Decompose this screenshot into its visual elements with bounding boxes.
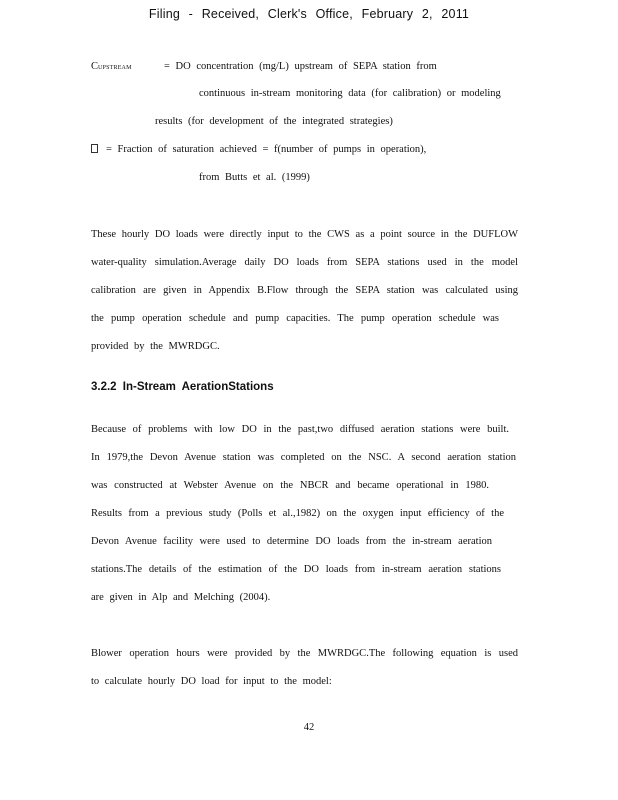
paragraph-1-line: water-quality simulation.Average daily DO loads from SEPA stations used in the model: [91, 257, 518, 268]
filing-header: Filing - Received, Clerk's Office, February 2, 2011: [148, 7, 470, 21]
paragraph-2-line: In 1979,the Devon Avenue station was completed on the NSC. A second aeration station: [91, 452, 516, 463]
section-heading: 3.2.2 In-Stream AerationStations: [91, 381, 274, 393]
page-number: 42: [303, 722, 315, 733]
c-upstream-term: [91, 61, 132, 72]
paragraph-3-line: Blower operation hours were provided by the MWRDGC.The following equation is used: [91, 648, 518, 659]
paragraph-2-line: Results from a previous study (Polls et al.,1982) on the oxygen input efficiency of the: [91, 508, 504, 519]
paragraph-2-line: are given in Alp and Melching (2004).: [91, 592, 271, 603]
paragraph-1-line: calibration are given in Appendix B.Flow through the SEPA station was calculated using: [91, 285, 518, 296]
c-upstream-def-line-1: = DO concentration (mg/L) upstream of SEPA station from: [164, 61, 437, 72]
c-upstream-def-line-2: continuous in-stream monitoring data (for calibration) or modeling: [199, 88, 501, 99]
paragraph-2-line: Devon Avenue facility were used to determine DO loads from the in-stream aeration: [91, 536, 492, 547]
c-upstream-subscript: UPSTREAM: [98, 65, 132, 71]
fraction-def-line-2: from Butts et al. (1999): [199, 172, 310, 183]
paragraph-1-line: These hourly DO loads were directly input to the CWS as a point source in the DUFLOW: [91, 229, 518, 240]
paragraph-2-line: stations.The details of the estimation of the DO loads from in-stream aeration stations: [91, 564, 501, 575]
paragraph-1-line: provided by the MWRDGC.: [91, 341, 220, 352]
paragraph-2-line: Because of problems with low DO in the past,two diffused aeration stations were built.: [91, 424, 509, 435]
c-upstream-symbol: C: [91, 61, 99, 72]
fraction-def-line-1: [91, 144, 426, 155]
fraction-def-text: = Fraction of saturation achieved = f(number of pumps in operation),: [106, 144, 427, 155]
c-upstream-def-line-3: results (for development of the integrated strategies): [155, 116, 393, 127]
missing-glyph-symbol: [91, 144, 98, 153]
paragraph-2-line: was constructed at Webster Avenue on the NBCR and became operational in 1980.: [91, 480, 489, 491]
paragraph-3-line: to calculate hourly DO load for input to the model:: [91, 676, 332, 687]
paragraph-1-line: the pump operation schedule and pump capacities. The pump operation schedule was: [91, 313, 499, 324]
